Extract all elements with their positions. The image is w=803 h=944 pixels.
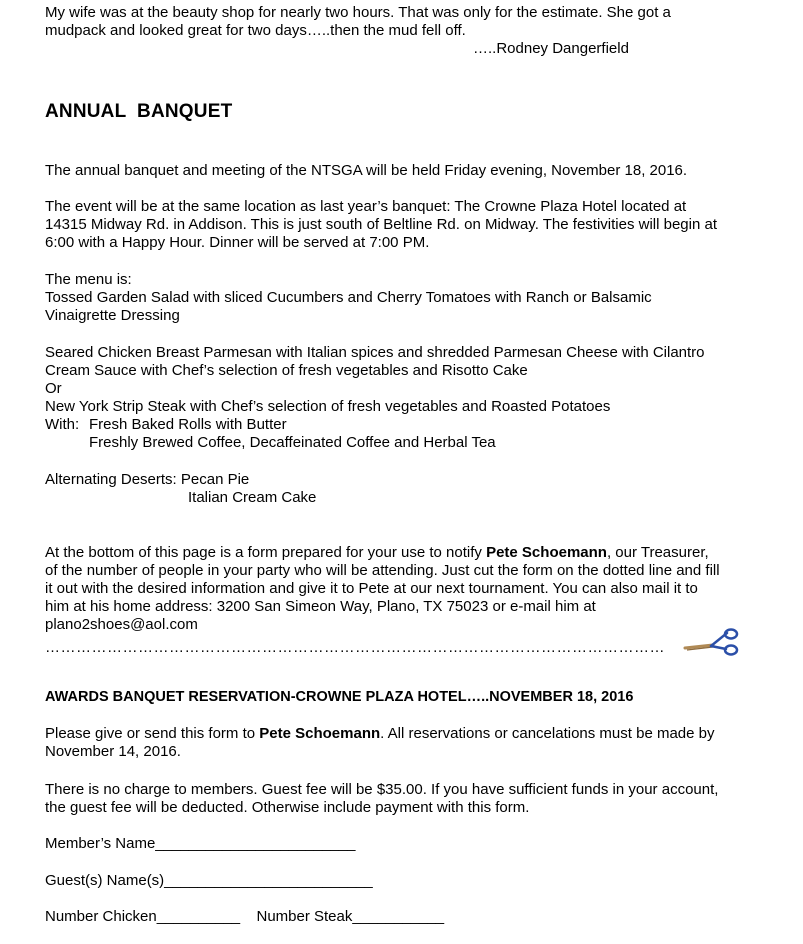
notify-text: , our Treasurer, xyxy=(606,544,709,561)
notify-line: him at his home address: 3200 San Simeon Way, Plano, TX 75023 or e-mail him at xyxy=(45,598,596,615)
member-name-field[interactable]: Member’s Name________________________ xyxy=(45,835,356,852)
menu-line: Or xyxy=(45,380,62,397)
notify-line: it out with the desired information and give it to Pete at our next tournament. You can also mail it to xyxy=(45,580,698,597)
intro-paragraph xyxy=(45,162,775,180)
cut-line: ………………………………………………………………………………………………………… xyxy=(45,639,665,656)
desserts-line: Alternating Deserts: Pecan Pie xyxy=(45,471,250,488)
quote-line: My wife was at the beauty shop for nearly two hours. That was only for the estimate. She got a xyxy=(45,4,671,21)
menu-heading: The menu is: xyxy=(45,271,132,288)
with-item: Fresh Baked Rolls with Butter xyxy=(89,416,287,433)
dessert-item: Italian Cream Cake xyxy=(188,489,317,506)
page-title: ANNUAL BANQUET xyxy=(45,101,233,122)
menu-line xyxy=(45,416,775,434)
location-line: 6:00 with a Happy Hour. Dinner will be served at 7:00 PM. xyxy=(45,234,430,251)
steak-count-field[interactable]: Number Steak___________ xyxy=(256,908,445,925)
notify-line: of the number of people in your party who will be attending. Just cut the form on the dotted line and fill xyxy=(45,562,720,579)
with-item: Freshly Brewed Coffee, Decaffeinated Coffee and Herbal Tea xyxy=(89,434,496,451)
location-paragraph xyxy=(45,198,775,252)
form-text: . All reservations or cancelations must be made by xyxy=(380,725,715,742)
meal-count-fields xyxy=(45,908,444,926)
menu-line: Cream Sauce with Chef’s selection of fresh vegetables and Risotto Cake xyxy=(45,362,528,379)
menu-line xyxy=(45,434,775,452)
chicken-count-field[interactable]: Number Chicken__________ xyxy=(45,908,241,925)
notify-paragraph xyxy=(45,544,775,634)
location-line: 14315 Midway Rd. in Addison. This is just south of Beltline Rd. on Midway. The festivities will begin at xyxy=(45,216,718,233)
quote-paragraph xyxy=(45,4,775,40)
form-title: AWARDS BANQUET RESERVATION-CROWNE PLAZA HOTEL…..NOVEMBER 18, 2016 xyxy=(45,689,634,705)
notify-text: At the bottom of this page is a form prepared for your use to notify xyxy=(45,544,487,561)
desserts-line xyxy=(45,489,775,507)
form-text: Please give or send this form to xyxy=(45,725,260,742)
menu-line: Vinaigrette Dressing xyxy=(45,307,180,324)
location-line: The event will be at the same location as last year’s banquet: The Crowne Plaza Hotel located at xyxy=(45,198,687,215)
quote-attribution: …..Rodney Dangerfield xyxy=(473,40,629,57)
menu-paragraph xyxy=(45,271,775,325)
fee-line: the guest fee will be deducted. Otherwise include payment with this form. xyxy=(45,799,530,816)
form-line: November 14, 2016. xyxy=(45,743,181,760)
entree-paragraph xyxy=(45,344,775,452)
form-instructions xyxy=(45,725,775,761)
menu-line: Tossed Garden Salad with sliced Cucumbers and Cherry Tomatoes with Ranch or Balsamic xyxy=(45,289,652,306)
treasurer-name: Pete Schoemann xyxy=(259,725,381,742)
treasurer-name: Pete Schoemann xyxy=(486,544,607,561)
scissors-icon xyxy=(683,627,741,657)
notify-line xyxy=(45,544,775,562)
desserts-paragraph xyxy=(45,471,775,507)
quote-line: mudpack and looked great for two days…..then the mud fell off. xyxy=(45,22,466,39)
intro-line: The annual banquet and meeting of the NTSGA will be held Friday evening, November 18, 2016. xyxy=(45,162,688,179)
email-address: plano2shoes@aol.com xyxy=(45,616,198,633)
with-label: With: xyxy=(45,416,80,433)
menu-line: New York Strip Steak with Chef’s selection of fresh vegetables and Roasted Potatoes xyxy=(45,398,611,415)
fee-line: There is no charge to members. Guest fee will be $35.00. If you have sufficient funds in your account, xyxy=(45,781,719,798)
menu-line: Seared Chicken Breast Parmesan with Italian spices and shredded Parmesan Cheese with Cilantro xyxy=(45,344,705,361)
form-line xyxy=(45,725,775,743)
guest-names-field[interactable]: Guest(s) Name(s)_________________________ xyxy=(45,872,373,889)
fee-paragraph xyxy=(45,781,775,817)
